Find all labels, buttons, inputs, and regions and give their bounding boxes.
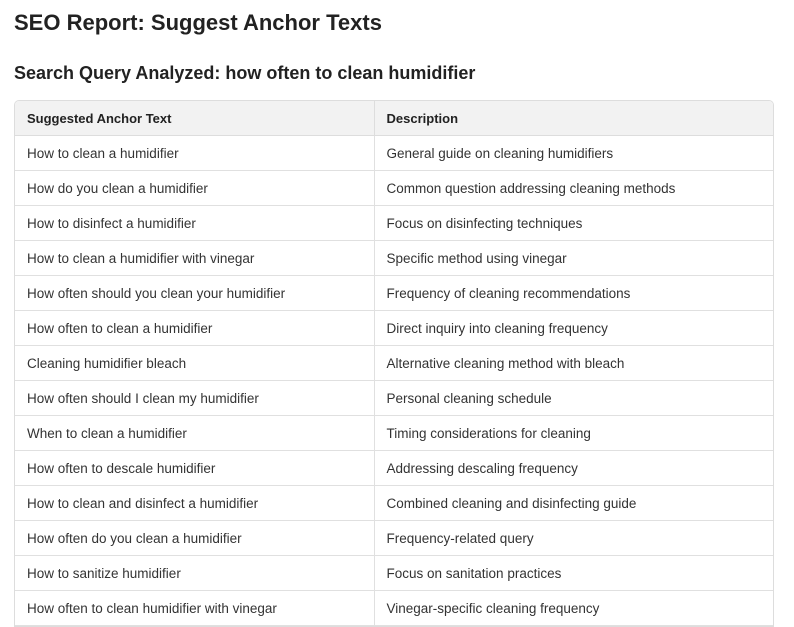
table-row [15, 381, 773, 416]
table-row [15, 521, 773, 556]
description-cell: Addressing descaling frequency [374, 451, 773, 486]
table-row [15, 136, 773, 171]
anchor-text-cell: How to clean and disinfect a humidifier [15, 486, 374, 521]
description-cell: Direct inquiry into cleaning frequency [374, 311, 773, 346]
description-cell: Specific method using vinegar [374, 241, 773, 276]
table-row [15, 556, 773, 591]
column-header-description: Description [374, 101, 773, 136]
table-row [15, 591, 773, 626]
anchor-text-cell: How often do you clean a humidifier [15, 521, 374, 556]
anchor-text-cell: How to clean a humidifier [15, 136, 374, 171]
anchor-text-cell: How to sanitize humidifier [15, 556, 374, 591]
anchor-text-cell: How do you clean a humidifier [15, 171, 374, 206]
description-cell: General guide on cleaning humidifiers [374, 136, 773, 171]
query-heading: Search Query Analyzed: how often to clean humidifier [14, 63, 476, 83]
anchor-text-cell: How often to clean humidifier with vinegar [15, 591, 374, 626]
anchor-text-cell: How often to clean a humidifier [15, 311, 374, 346]
anchor-text-cell: How to disinfect a humidifier [15, 206, 374, 241]
description-cell: Focus on disinfecting techniques [374, 206, 773, 241]
table-row [15, 346, 773, 381]
page-title: SEO Report: Suggest Anchor Texts [14, 10, 382, 35]
table-row [15, 311, 773, 346]
anchor-text-cell: How to clean a humidifier with vinegar [15, 241, 374, 276]
description-cell: Combined cleaning and disinfecting guide [374, 486, 773, 521]
description-cell: Frequency-related query [374, 521, 773, 556]
description-cell: Alternative cleaning method with bleach [374, 346, 773, 381]
anchor-text-cell: How often should I clean my humidifier [15, 381, 374, 416]
anchor-text-cell: When to clean a humidifier [15, 416, 374, 451]
table-row [15, 206, 773, 241]
anchor-text-table [15, 101, 773, 626]
table-row [15, 171, 773, 206]
table-row [15, 486, 773, 521]
column-header-anchor-text: Suggested Anchor Text [15, 101, 374, 136]
anchor-text-cell: How often to descale humidifier [15, 451, 374, 486]
table-row [15, 451, 773, 486]
description-cell: Vinegar-specific cleaning frequency [374, 591, 773, 626]
anchor-text-cell: Cleaning humidifier bleach [15, 346, 374, 381]
table-row [15, 416, 773, 451]
description-cell: Timing considerations for cleaning [374, 416, 773, 451]
table-header-row [15, 101, 773, 136]
table-row [15, 276, 773, 311]
description-cell: Common question addressing cleaning methods [374, 171, 773, 206]
anchor-text-cell: How often should you clean your humidifier [15, 276, 374, 311]
table-row [15, 241, 773, 276]
anchor-text-table-container [14, 100, 774, 627]
description-cell: Personal cleaning schedule [374, 381, 773, 416]
description-cell: Frequency of cleaning recommendations [374, 276, 773, 311]
description-cell: Focus on sanitation practices [374, 556, 773, 591]
